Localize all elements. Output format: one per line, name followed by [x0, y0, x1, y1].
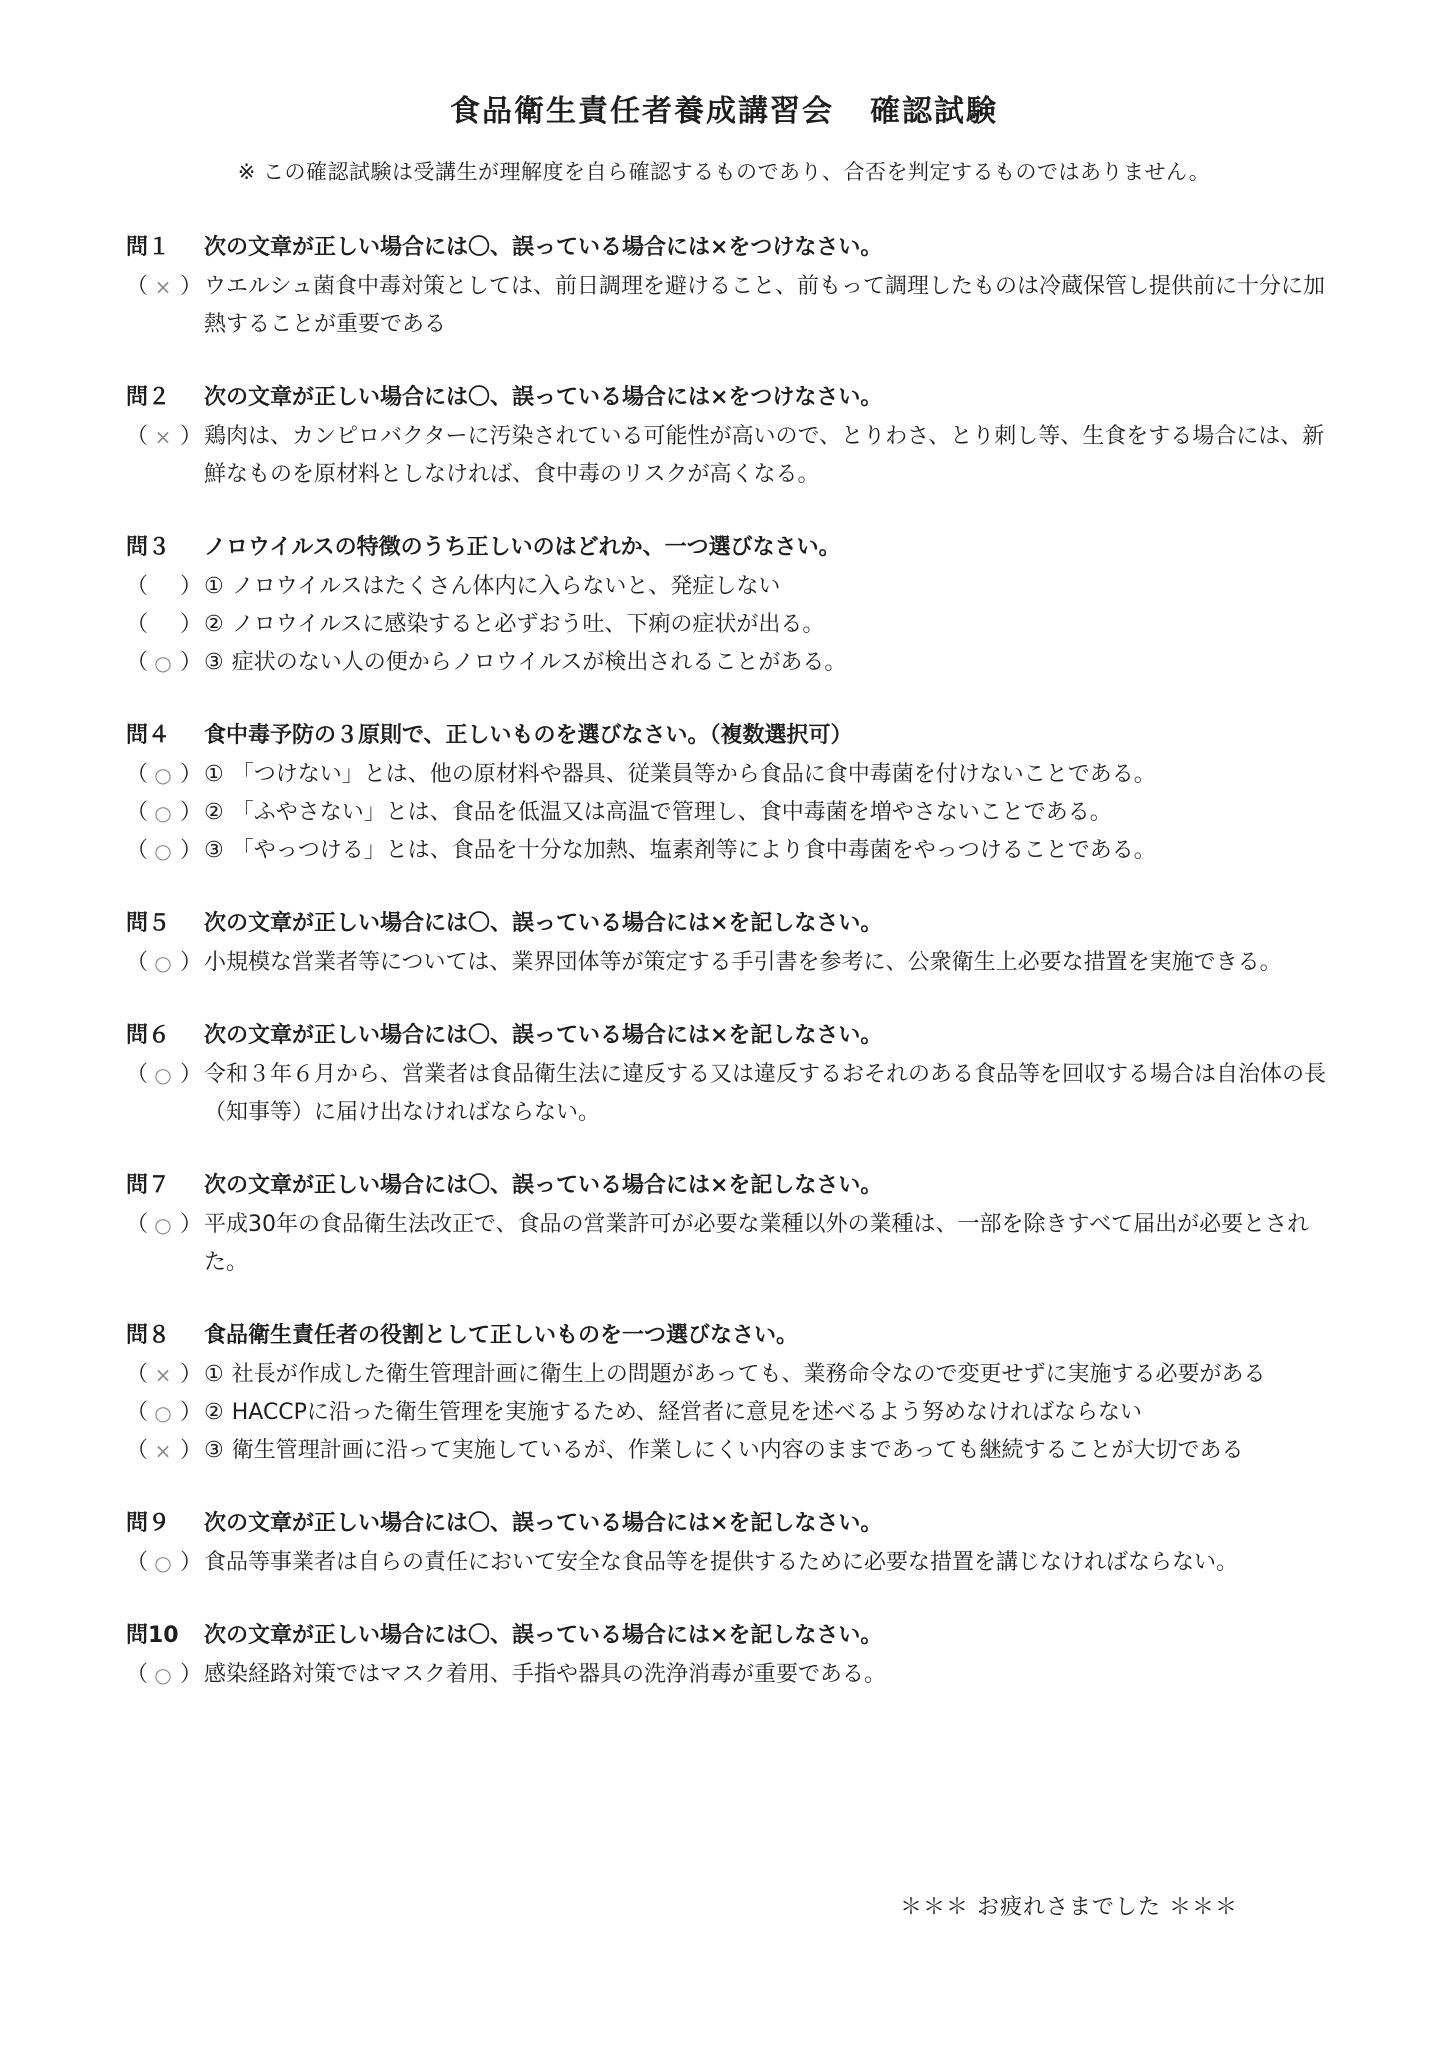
page-title: [0, 86, 1448, 130]
answer-row: [126, 794, 1346, 832]
answer-row: [126, 1356, 1346, 1394]
answer-row: [126, 268, 1346, 344]
question-heading: [126, 528, 1346, 568]
question-heading: [126, 1316, 1346, 1356]
statement-text: [204, 832, 1346, 870]
answer-box[interactable]: （ × ）: [126, 268, 204, 344]
answer-box[interactable]: （ ）: [126, 574, 203, 599]
answer-box[interactable]: （ ○ ）: [126, 1394, 204, 1432]
handwritten-answer-mark: ×: [154, 1363, 172, 1387]
answer-row: [126, 832, 1346, 870]
question-prompt: 次の文章が正しい場合には〇、誤っている場合には×をつけなさい。: [204, 235, 883, 260]
question-heading: [126, 904, 1346, 944]
answer-box[interactable]: （ ○ ）: [126, 1206, 204, 1282]
question-heading: [126, 1166, 1346, 1206]
statement-text: [204, 1656, 1346, 1694]
question-prompt: 食中毒予防の３原則で、正しいものを選びなさい。（複数選択可）: [204, 723, 853, 748]
statement-body: 衛生管理計画に沿って実施しているが、作業しにくい内容のままであっても継続することが大切である: [231, 1438, 1244, 1463]
question-number: 問３: [126, 535, 171, 560]
answer-box[interactable]: （ ○ ）: [126, 832, 204, 870]
handwritten-answer-mark: ×: [154, 425, 172, 449]
statement-body: 鶏肉は、カンピロバクターに汚染されている可能性が高いので、とりわさ、とり刺し等、生食をする場合には、新鮮なものを原材料としなければ、食中毒のリスクが高くなる。: [204, 424, 1325, 487]
statement-text: [204, 568, 1346, 606]
answer-row: [126, 418, 1346, 494]
statement-text: [204, 1206, 1346, 1282]
question-prompt: 次の文章が正しい場合には〇、誤っている場合には×をつけなさい。: [204, 385, 883, 410]
question-number: 問４: [126, 723, 171, 748]
statement-text: [204, 1544, 1346, 1582]
answer-box[interactable]: （ ○ ）: [126, 1544, 204, 1582]
statement-body: ノロウイルスはたくさん体内に入らないと、発症しない: [231, 574, 781, 599]
answer-box[interactable]: （ ）: [126, 612, 203, 637]
statement-body: 「ふやさない」とは、食品を低温又は高温で管理し、食中毒菌を増やさないことである。: [231, 800, 1112, 825]
answer-row: [126, 1544, 1346, 1582]
statement-body: 小規模な営業者等については、業界団体等が策定する手引書を参考に、公衆衛生上必要な措置を実施できる。: [204, 950, 1282, 975]
statement-body: 感染経路対策ではマスク着用、手指や器具の洗浄消毒が重要である。: [204, 1662, 887, 1687]
handwritten-answer-mark: ○: [154, 1663, 172, 1687]
answer-box[interactable]: （ × ）: [126, 1432, 204, 1470]
answer-box[interactable]: （ ○ ）: [126, 1056, 204, 1132]
choice-number: ③: [204, 838, 224, 863]
question-number: 問７: [126, 1173, 171, 1198]
question-block: [126, 1016, 1346, 1132]
choice-number: ③: [204, 1438, 224, 1463]
handwritten-answer-mark: ○: [154, 763, 172, 787]
choice-number: ②: [204, 612, 224, 637]
statement-text: [204, 644, 1346, 682]
statement-text: [204, 756, 1346, 794]
statement-body: 症状のない人の便からノロウイルスが検出されることがある。: [231, 650, 847, 675]
statement-text: [204, 944, 1346, 982]
statement-text: [204, 1356, 1346, 1394]
question-block: [126, 378, 1346, 494]
handwritten-answer-mark: ○: [154, 801, 172, 825]
question-heading: [126, 1016, 1346, 1056]
question-block: [126, 528, 1346, 682]
statement-text: [204, 418, 1346, 494]
choice-number: ①: [204, 574, 224, 599]
statement-text: [204, 606, 1346, 644]
handwritten-answer-mark: ○: [154, 839, 172, 863]
question-prompt: 食品衛生責任者の役割として正しいものを一つ選びなさい。: [204, 1323, 799, 1348]
answer-row: [126, 1206, 1346, 1282]
question-block: [126, 1504, 1346, 1582]
question-number: 問８: [126, 1323, 171, 1348]
question-number: 問９: [126, 1511, 171, 1536]
question-heading: [126, 1616, 1346, 1656]
statement-body: 「やっつける」とは、食品を十分な加熱、塩素剤等により食中毒菌をやっつけることである。: [231, 838, 1156, 863]
choice-number: ①: [204, 1362, 224, 1387]
answer-row: [126, 1656, 1346, 1694]
statement-body: 食品等事業者は自らの責任において安全な食品等を提供するために必要な措置を講じなければならない。: [204, 1550, 1239, 1575]
question-prompt: 次の文章が正しい場合には〇、誤っている場合には×を記しなさい。: [204, 911, 883, 936]
answer-row: [126, 1394, 1346, 1432]
answer-box[interactable]: （ ○ ）: [126, 756, 204, 794]
statement-body: HACCPに沿った衛生管理を実施するため、経営者に意見を述べるよう努めなければならない: [231, 1400, 1143, 1425]
handwritten-answer-mark: ×: [154, 275, 172, 299]
statement-body: ノロウイルスに感染すると必ずおう吐、下痢の症状が出る。: [231, 612, 825, 637]
statement-text: [204, 794, 1346, 832]
statement-body: 「つけない」とは、他の原材料や器具、従業員等から食品に食中毒菌を付けないことである。: [231, 762, 1156, 787]
answer-box[interactable]: （ ○ ）: [126, 944, 204, 982]
question-block: [126, 1616, 1346, 1694]
question-heading: [126, 378, 1346, 418]
statement-body: 社長が作成した衛生管理計画に衛生上の問題があっても、業務命令なので変更せずに実施する必要がある: [231, 1362, 1266, 1387]
question-prompt: ノロウイルスの特徴のうち正しいのはどれか、一つ選びなさい。: [204, 535, 841, 560]
question-prompt: 次の文章が正しい場合には〇、誤っている場合には×を記しなさい。: [204, 1173, 883, 1198]
question-prompt: 次の文章が正しい場合には〇、誤っている場合には×を記しなさい。: [204, 1023, 883, 1048]
question-number: 問２: [126, 385, 171, 410]
question-number: 問６: [126, 1023, 171, 1048]
question-block: [126, 228, 1346, 344]
question-number: 問１: [126, 235, 171, 260]
question-block: [126, 716, 1346, 870]
title-main: 食品衛生責任者養成講習会: [450, 94, 834, 129]
question-block: [126, 904, 1346, 982]
question-number: 問10: [126, 1623, 179, 1648]
question-number: 問５: [126, 911, 171, 936]
answer-row: [126, 606, 1346, 644]
statement-text: [204, 268, 1346, 344]
answer-box[interactable]: （ × ）: [126, 1356, 204, 1394]
question-heading: [126, 1504, 1346, 1544]
question-list: [126, 228, 1346, 1728]
handwritten-answer-mark: ○: [154, 1213, 172, 1237]
question-prompt: 次の文章が正しい場合には〇、誤っている場合には×を記しなさい。: [204, 1511, 883, 1536]
handwritten-answer-mark: ○: [154, 1063, 172, 1087]
statement-body: 平成30年の食品衛生法改正で、食品の営業許可が必要な業種以外の業種は、一部を除きすべて届出が必要とされた。: [204, 1212, 1310, 1275]
question-prompt: 次の文章が正しい場合には〇、誤っている場合には×を記しなさい。: [204, 1623, 883, 1648]
statement-text: [204, 1432, 1346, 1470]
answer-box[interactable]: （ ○ ）: [126, 1656, 204, 1694]
choice-number: ②: [204, 1400, 224, 1425]
handwritten-answer-mark: ○: [154, 651, 172, 675]
question-heading: [126, 228, 1346, 268]
handwritten-answer-mark: ×: [154, 1439, 172, 1463]
answer-row: [126, 756, 1346, 794]
answer-box[interactable]: （ × ）: [126, 418, 204, 494]
statement-body: ウエルシュ菌食中毒対策としては、前日調理を避けること、前もって調理したものは冷蔵保管し提供前に十分に加熱することが重要である: [204, 274, 1326, 337]
answer-row: [126, 944, 1346, 982]
answer-row: [126, 568, 1346, 606]
title-sub: 確認試験: [870, 94, 998, 129]
answer-row: [126, 1432, 1346, 1470]
closing-message: ＊＊＊ お疲れさまでした ＊＊＊: [900, 1895, 1238, 1920]
handwritten-answer-mark: ○: [154, 1401, 172, 1425]
notice-text: ※ この確認試験は受講生が理解度を自ら確認するものであり、合否を判定するものではありません。: [237, 160, 1211, 184]
answer-box[interactable]: （ ○ ）: [126, 644, 204, 682]
question-block: [126, 1166, 1346, 1282]
choice-number: ③: [204, 650, 224, 675]
statement-text: [204, 1056, 1346, 1132]
answer-row: [126, 1056, 1346, 1132]
question-heading: [126, 716, 1346, 756]
handwritten-answer-mark: ○: [154, 1551, 172, 1575]
question-block: [126, 1316, 1346, 1470]
answer-row: [126, 644, 1346, 682]
statement-text: [204, 1394, 1346, 1432]
choice-number: ①: [204, 762, 224, 787]
answer-box[interactable]: （ ○ ）: [126, 794, 204, 832]
choice-number: ②: [204, 800, 224, 825]
statement-body: 令和３年６月から、営業者は食品衛生法に違反する又は違反するおそれのある食品等を回収する場合は自治体の長（知事等）に届け出なければならない。: [204, 1062, 1327, 1125]
handwritten-answer-mark: ○: [154, 951, 172, 975]
